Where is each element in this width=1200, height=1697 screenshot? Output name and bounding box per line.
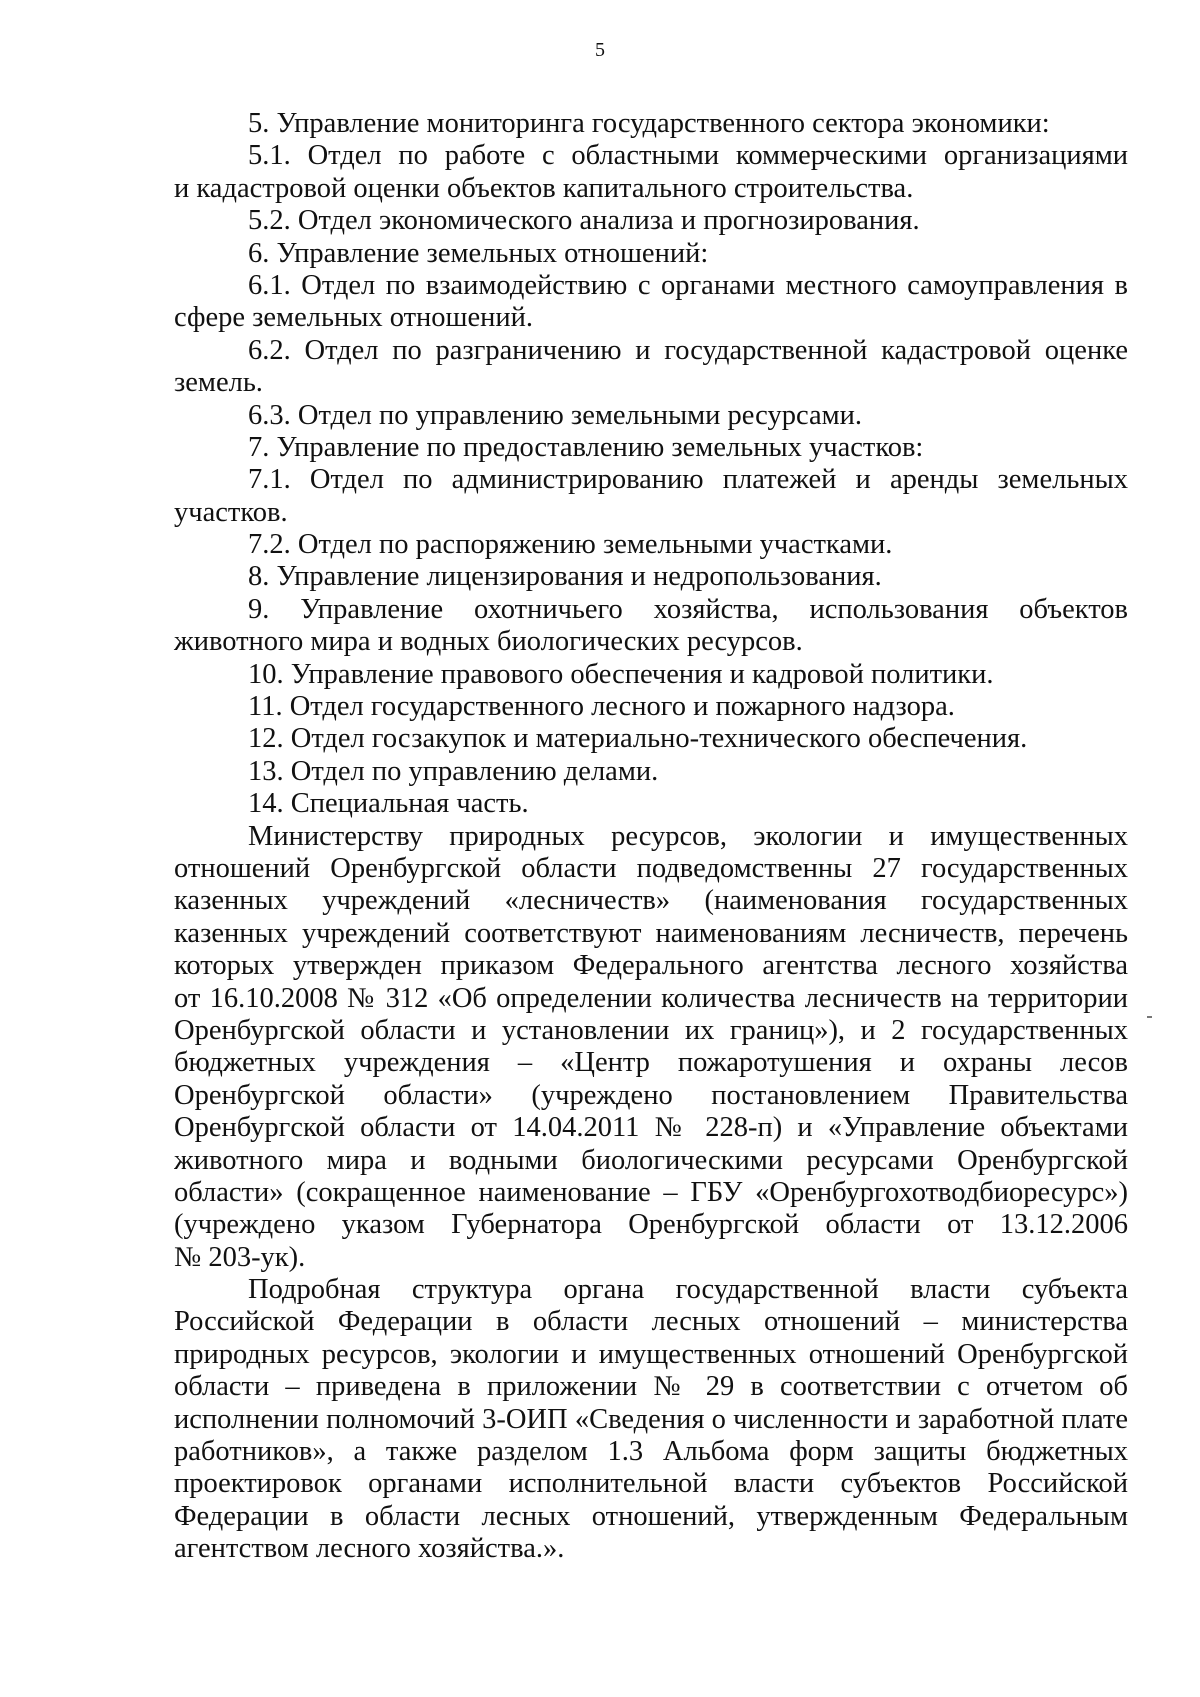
text-line: 5.1. Отдел по работе с областными коммерческими организациями <box>248 140 1128 172</box>
text-line: области» (сокращенное наименование – ГБУ «Оренбургохотводбиоресурс») <box>174 1176 1128 1208</box>
text-line: которых утвержден приказом Федерального агентства лесного хозяйства <box>174 950 1128 982</box>
text-line: бюджетных учреждения – «Центр пожаротушения и охраны лесов <box>174 1047 1128 1079</box>
text-line: Оренбургской области от 14.04.2011 № 228-п) и «Управление объектами <box>174 1112 1128 1144</box>
text-line: Подробная структура органа государственной власти субъекта <box>248 1274 1128 1306</box>
text-line: 7.1. Отдел по администрированию платежей и аренды земельных <box>248 464 1128 496</box>
text-line: 6.3. Отдел по управлению земельными ресурсами. <box>248 399 863 431</box>
text-line: 7.2. Отдел по распоряжению земельными участками. <box>248 529 893 561</box>
text-line: работников», а также разделом 1.3 Альбома форм защиты бюджетных <box>174 1436 1128 1468</box>
scan-artifact <box>1147 1016 1152 1018</box>
text-line: 6.1. Отдел по взаимодействию с органами местного самоуправления в <box>248 269 1128 301</box>
text-line: животного мира и водных биологических ресурсов. <box>174 626 803 658</box>
text-line: 10. Управление правового обеспечения и кадровой политики. <box>248 658 994 690</box>
text-line: Федерации в области лесных отношений, утвержденным Федеральным <box>174 1500 1128 1532</box>
text-line: казенных учреждений соответствуют наименованиям лесничеств, перечень <box>174 917 1128 949</box>
text-line: проектировок органами исполнительной власти субъектов Российской <box>174 1468 1128 1500</box>
text-line: Оренбургской области» (учреждено постановлением Правительства <box>174 1079 1128 1111</box>
text-line: 8. Управление лицензирования и недропользования. <box>248 561 882 593</box>
text-line: 14. Специальная часть. <box>248 788 529 820</box>
text-line: 5.2. Отдел экономического анализа и прогнозирования. <box>248 205 920 237</box>
text-line: 13. Отдел по управлению делами. <box>248 755 659 787</box>
text-line: 12. Отдел госзакупок и материально-технического обеспечения. <box>248 723 1028 755</box>
text-line: области – приведена в приложении № 29 в соответствии с отчетом об <box>174 1371 1128 1403</box>
text-line: 5. Управление мониторинга государственного сектора экономики: <box>248 108 1050 139</box>
text-line: 6. Управление земельных отношений: <box>248 237 709 269</box>
text-line: участков. <box>174 496 288 528</box>
text-line: животного мира и водными биологическими ресурсами Оренбургской <box>174 1144 1128 1176</box>
text-line: 6.2. Отдел по разграничению и государственной кадастровой оценке <box>248 334 1128 366</box>
text-line: № 203-ук). <box>174 1241 306 1273</box>
text-line: земель. <box>174 367 263 399</box>
text-line: Российской Федерации в области лесных отношений – министерства <box>174 1306 1128 1338</box>
text-line: Министерству природных ресурсов, экологии и имущественных <box>248 820 1128 852</box>
text-line: от 16.10.2008 № 312 «Об определении количества лесничеств на территории <box>174 982 1128 1014</box>
page-number: 5 <box>595 39 605 61</box>
text-line: агентством лесного хозяйства.». <box>174 1533 565 1565</box>
text-line: казенных учреждений «лесничеств» (наименования государственных <box>174 885 1128 917</box>
text-line: 9. Управление охотничьего хозяйства, использования объектов <box>248 593 1128 625</box>
document-body <box>174 108 1128 1566</box>
text-line: сфере земельных отношений. <box>174 302 534 334</box>
text-line: отношений Оренбургской области подведомственны 27 государственных <box>174 852 1128 884</box>
text-line: 7. Управление по предоставлению земельных участков: <box>248 431 924 463</box>
text-line: (учреждено указом Губернатора Оренбургской области от 13.12.2006 <box>174 1209 1128 1241</box>
text-line: и кадастровой оценки объектов капитального строительства. <box>174 172 914 204</box>
text-line: исполнении полномочий 3-ОИП «Сведения о численности и заработной плате <box>174 1403 1128 1435</box>
text-line: 11. Отдел государственного лесного и пожарного надзора. <box>248 691 955 723</box>
text-line: природных ресурсов, экологии и имущественных отношений Оренбургской <box>174 1338 1128 1370</box>
text-line: Оренбургской области и установлении их границ»), и 2 государственных <box>174 1014 1128 1046</box>
